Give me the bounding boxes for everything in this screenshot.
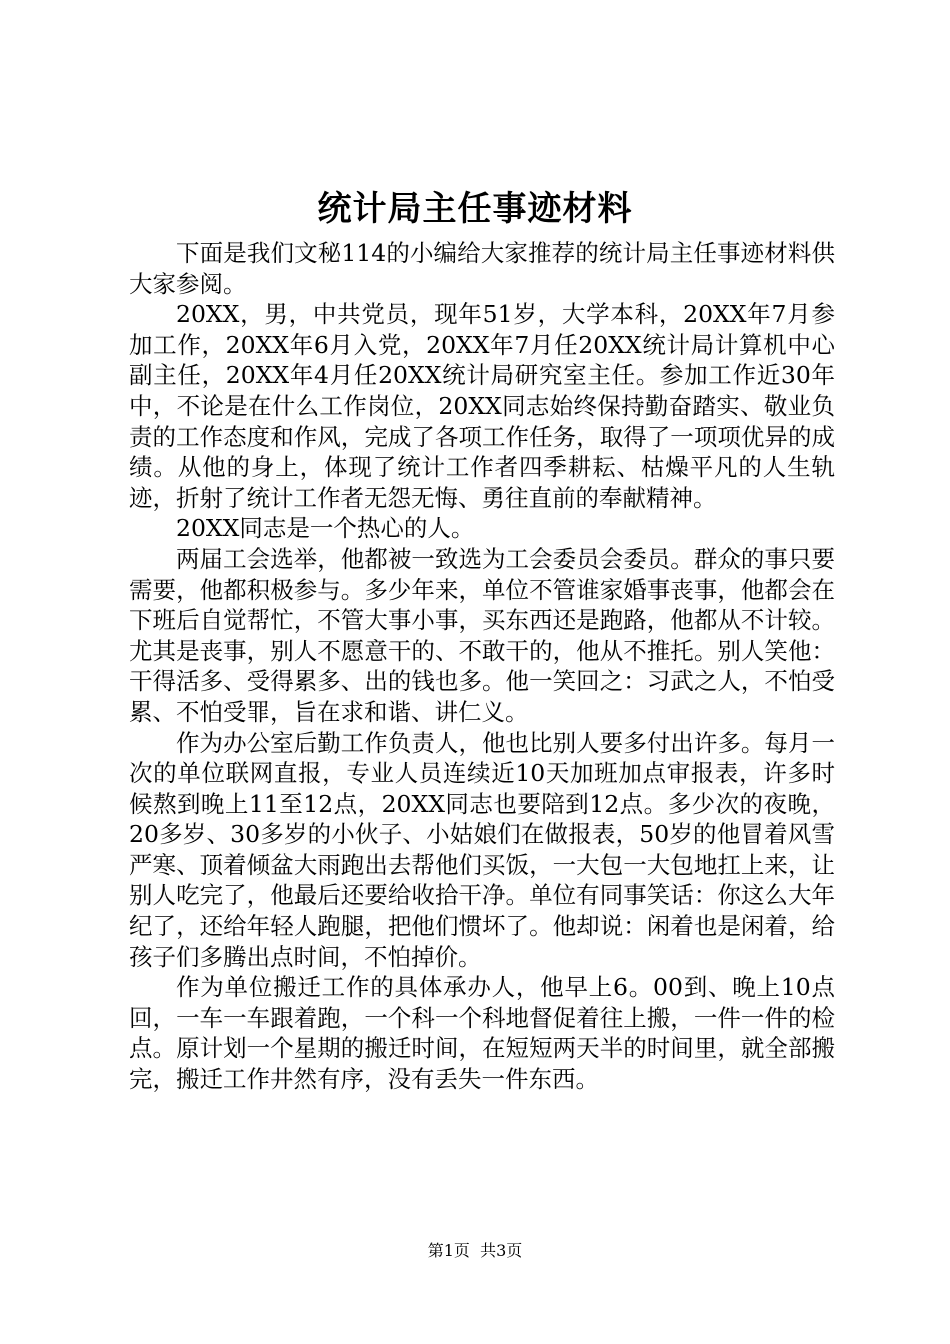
paragraph-logistics: 作为办公室后勤工作负责人，他也比别人要多付出许多。每月一次的单位联网直报，专业人员连续近10天加班加点审报表，许多时候熬到晚上11至12点，20XX同志也要陪到12点。多少次的夜晚，20多岁、30多岁的小伙子、小姑娘们在做报表，50岁的他冒着风雪严寒、顶着倾盆大雨跑出去帮他们买饭，一大包一大包地扛上来，让别人吃完了，他最后还要给收拾干净。单位有同事笑话：你这么大年纪了，还给年轻人跑腿，把他们惯坏了。他却说：闲着也是闲着，给孩子们多腾出点时间，不怕掉价。 (129, 728, 835, 971)
paragraph-warm-hearted: 20XX同志是一个热心的人。 (176, 514, 475, 543)
paragraph-union: 两届工会选举，他都被一致选为工会委员会委员。群众的事只要需要，他都积极参与。多少年来，单位不管谁家婚事丧事，他都会在下班后自觉帮忙，不管大事小事，买东西还是跑路，他都从不计较。尤其是丧事，别人不愿意干的、不敢干的，他从不推托。别人笑他：干得活多、受得累多、出的钱也多。他一笑回之：习武之人，不怕受累、不怕受罪，旨在求和谐、讲仁义。 (129, 544, 835, 726)
document-body (129, 238, 835, 1095)
page-number: 第1页 (427, 1241, 470, 1260)
page-footer (0, 1240, 950, 1262)
paragraph-profile: 20XX，男，中共党员，现年51岁，大学本科，20XX年7月参加工作，20XX年6月入党，20XX年7月任20XX统计局计算机中心副主任，20XX年4月任20XX统计局研究室主任。参加工作近30年中，不论是在什么工作岗位，20XX同志始终保持勤奋踏实、敬业负责的工作态度和作风，完成了各项工作任务，取得了一项项优异的成绩。从他的身上，体现了统计工作者四季耕耘、枯燥平凡的人生轨迹，折射了统计工作者无怨无悔、勇往直前的奉献精神。 (129, 300, 835, 512)
paragraph-relocation: 作为单位搬迁工作的具体承办人，他早上6。00到、晚上10点回，一车一车跟着跑，一个科一个科地督促着往上搬，一件一件的检点。原计划一个星期的搬迁时间，在短短两天半的时间里，就全部搬完，搬迁工作井然有序，没有丢失一件东西。 (129, 973, 835, 1094)
document-title: 统计局主任事迹材料 (317, 189, 633, 229)
paragraph-intro: 下面是我们文秘114的小编给大家推荐的统计局主任事迹材料供大家参阅。 (129, 239, 835, 298)
page-total: 共3页 (480, 1241, 523, 1260)
